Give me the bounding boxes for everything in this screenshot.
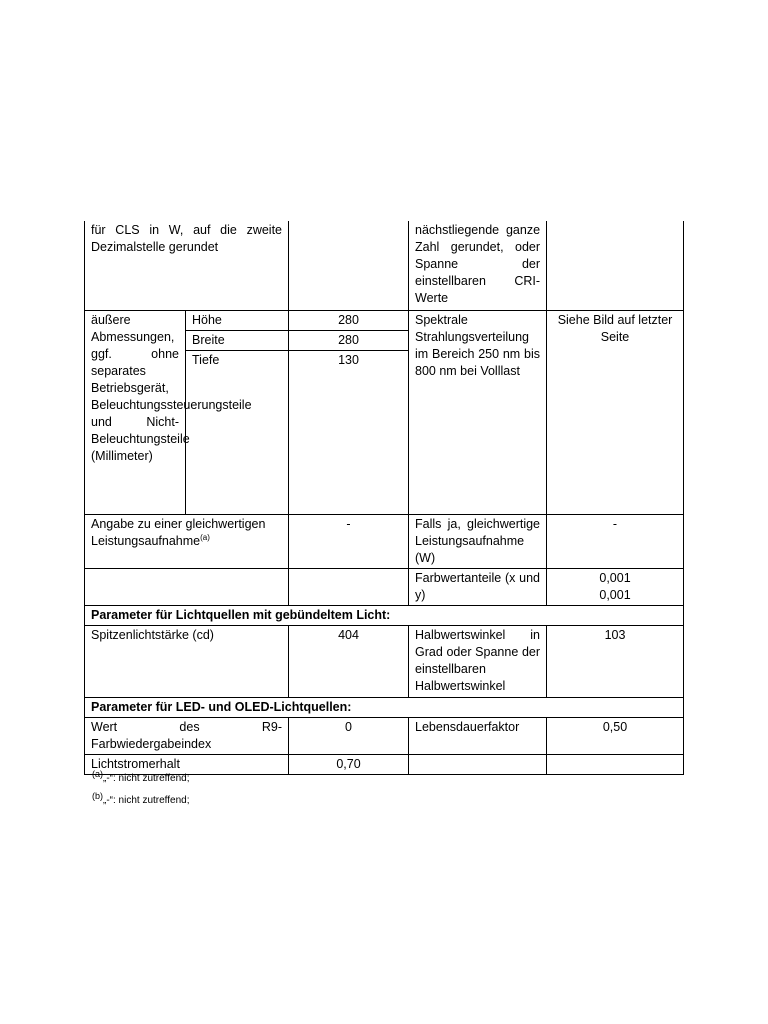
spectral-value-cell: Siehe Bild auf letzter Seite — [547, 310, 684, 514]
section-directional-heading: Parameter für Lichtquellen mit gebündeltem Licht: — [85, 605, 684, 625]
r9-label-cell: Wert des R9-Farbwiedergabeindex — [85, 717, 289, 754]
cri-label-cell: nächstliegende ganze Zahl gerundet, oder Spanne der einstellbaren CRI-Werte — [409, 221, 547, 310]
equiv-power-label-cell: Angabe zu einer gleichwertigen Leistungsaufnahme$^{(a)}$ — [85, 514, 289, 568]
chromaticity-x: 0,001 — [599, 570, 631, 585]
spectral-label-cell: Spektrale Strahlungsverteilung im Bereich 250 nm bis 800 nm bei Volllast — [409, 310, 547, 514]
dim-name-width: Breite — [186, 330, 289, 350]
chromaticity-label-cell: Farbwertanteile (x und y) — [409, 568, 547, 605]
footnote-b: $^{(b)}$„-“: nicht zutreffend; — [92, 791, 190, 806]
empty-cell — [85, 568, 289, 605]
table-row — [85, 310, 684, 330]
peak-intensity-label-cell: Spitzenlichtstärke (cd) — [85, 625, 289, 697]
empty-cell — [409, 754, 547, 774]
dim-value-depth: 130 — [289, 350, 409, 514]
table-row — [85, 568, 684, 605]
equiv-power-w-value-cell: - — [547, 514, 684, 568]
lumen-maintenance-value-cell: 0,70 — [289, 754, 409, 774]
dim-value-height: 280 — [289, 310, 409, 330]
dim-value-width: 280 — [289, 330, 409, 350]
equiv-power-value-cell: - — [289, 514, 409, 568]
beam-angle-value-cell: 103 — [547, 625, 684, 697]
peak-intensity-value-cell: 404 — [289, 625, 409, 697]
cls-value-cell — [289, 221, 409, 310]
dim-name-height: Höhe — [186, 310, 289, 330]
survival-factor-value-cell: 0,50 — [547, 717, 684, 754]
chromaticity-y: 0,001 — [599, 587, 631, 602]
footnotes — [92, 768, 190, 812]
r9-value-cell: 0 — [289, 717, 409, 754]
cri-value-cell — [547, 221, 684, 310]
table-row — [85, 221, 684, 310]
survival-factor-label-cell: Lebensdauerfaktor — [409, 717, 547, 754]
empty-cell — [547, 754, 684, 774]
footnote-a: $^{(a)}$„-“: nicht zutreffend; — [92, 769, 190, 784]
table-row — [85, 605, 684, 625]
dim-name-depth: Tiefe — [186, 350, 289, 514]
table-row — [85, 717, 684, 754]
beam-angle-label-cell: Halbwertswinkel in Grad oder Spanne der einstellbaren Halbwertswinkel — [409, 625, 547, 697]
section-led-heading: Parameter für LED- und OLED-Lichtquellen: — [85, 697, 684, 717]
table-row — [85, 514, 684, 568]
product-information-table — [84, 221, 684, 775]
lumen-maintenance-label-cell: Lichtstromerhalt — [85, 754, 289, 774]
cls-label-cell: für CLS in W, auf die zweite Dezimalstelle gerundet — [85, 221, 289, 310]
dimensions-label-cell: äußere Abmessungen, ggf. ohne separates Betriebsgerät, Beleuchtungssteuerungsteile und Nicht-Beleuchtungsteile (Millimeter) — [85, 310, 186, 514]
chromaticity-value-cell — [547, 568, 684, 605]
equiv-power-w-label-cell: Falls ja, gleichwertige Leistungsaufnahme (W) — [409, 514, 547, 568]
empty-cell — [289, 568, 409, 605]
table-row — [85, 625, 684, 697]
table-row — [85, 697, 684, 717]
